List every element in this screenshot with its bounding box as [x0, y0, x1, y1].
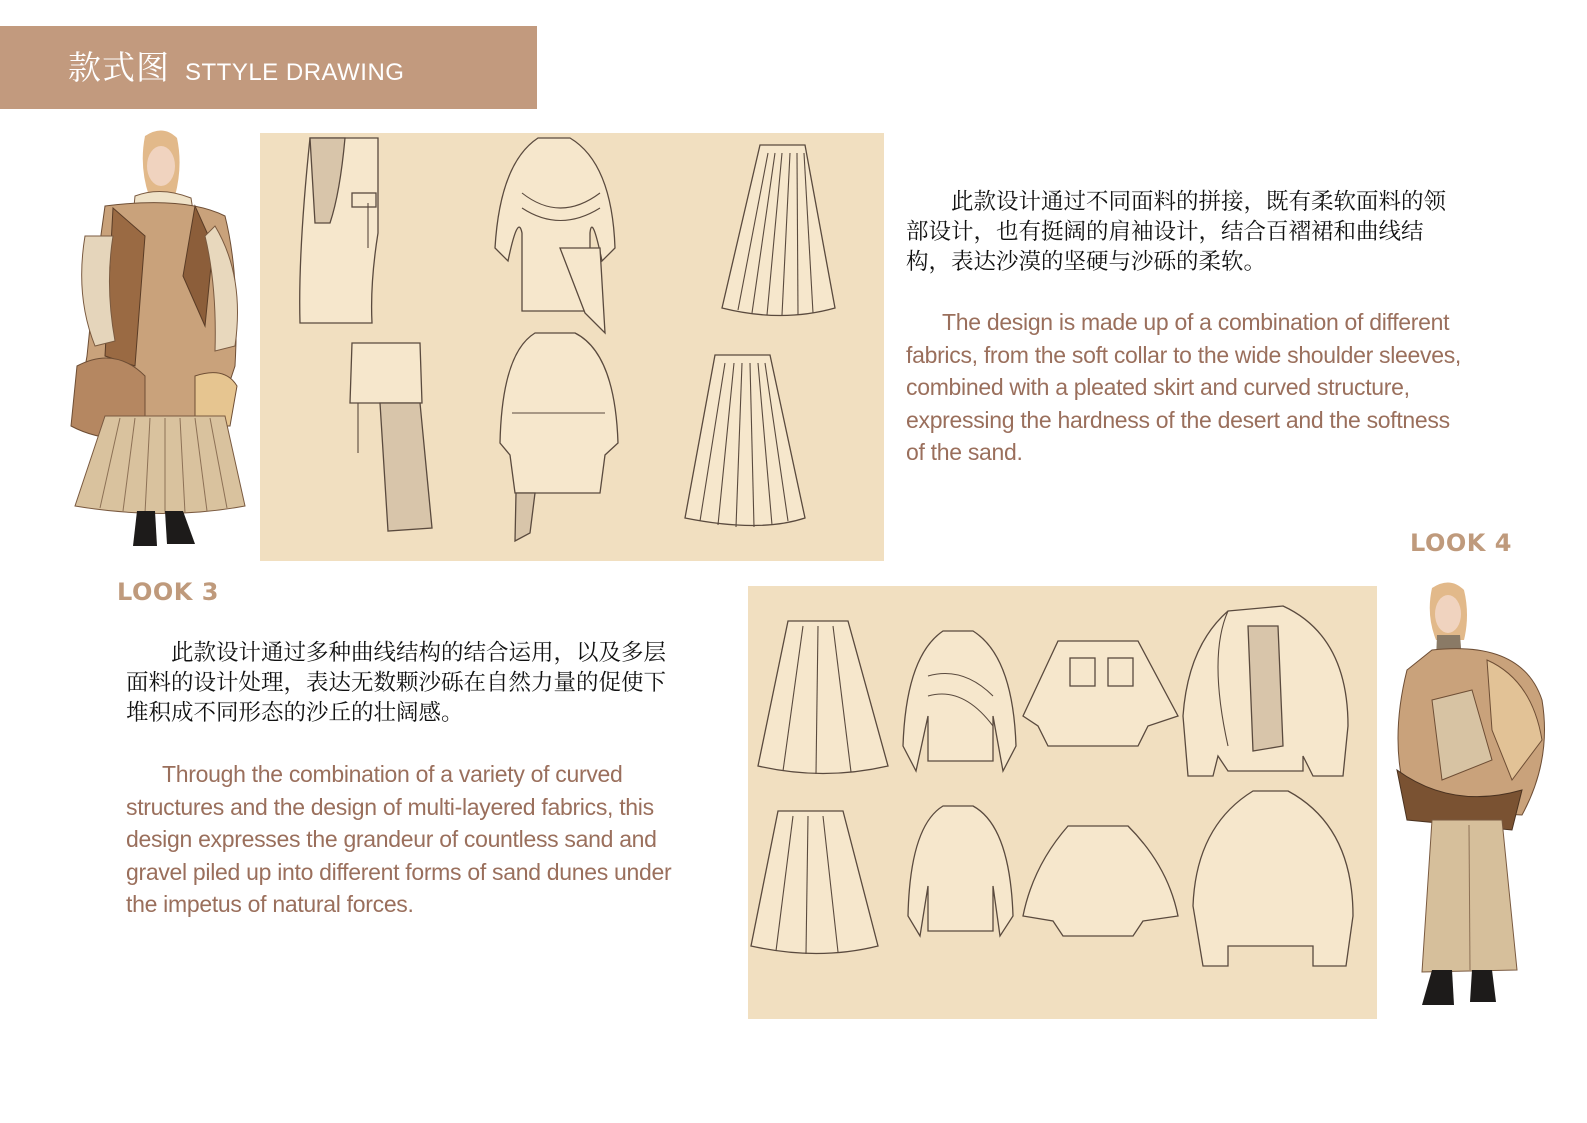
- header-title-english: STTYLE DRAWING: [185, 59, 405, 86]
- look3-description-english: The design is made up of a combination of different fabrics, from the soft collar to the wide shoulder sleeves, combined with a pleated skirt and curved structure, expressing the hardness of the desert and the softness of the sand.: [906, 309, 1462, 465]
- wrap-top-front-sketch: [903, 631, 1016, 771]
- pleated-skirt-back-sketch: [685, 355, 805, 527]
- look3-label: LOOK 3: [117, 578, 219, 606]
- look3-model-image: [65, 126, 265, 561]
- pleated-skirt-front-sketch: [722, 145, 835, 316]
- jacket-front-sketch: [1183, 606, 1348, 776]
- look4-model-image: [1392, 580, 1562, 1020]
- draped-shirt-sketch: [495, 138, 615, 333]
- pocket-skirt-front-sketch: [1023, 641, 1178, 746]
- look4-label: LOOK 4: [1410, 529, 1512, 557]
- vest-back-sketch: [350, 343, 432, 531]
- look3-description-chinese: 此款设计通过不同面料的拼接，既有柔软面料的领部设计，也有挺阔的肩袖设计，结合百褶裙和曲线结构，表达沙漠的坚硬与沙砾的柔软。: [906, 189, 1447, 275]
- look3-sketch-panel: [260, 133, 884, 561]
- jacket-back-sketch: [1193, 791, 1353, 966]
- flared-skirt-front-sketch: [758, 621, 888, 774]
- skirt-back-sketch: [1023, 826, 1178, 936]
- look4-description-english: Through the combination of a variety of curved structures and the design of multi-layered fabrics, this design expresses the grandeur of countless sand and gravel piled up into different forms of sand dunes under the impetus of natural forces.: [126, 761, 672, 917]
- flared-skirt-back-sketch: [751, 811, 878, 954]
- header-title-chinese: 款式图: [68, 48, 170, 87]
- vest-front-sketch: [300, 138, 378, 323]
- shirt-back-sketch: [500, 333, 618, 541]
- look4-description-chinese: 此款设计通过多种曲线结构的结合运用，以及多层面料的设计处理，表达无数颗沙砾在自然力量的促使下堆积成不同形态的沙丘的壮阔感。: [126, 640, 667, 726]
- header-banner: [0, 26, 537, 109]
- top-back-sketch: [908, 806, 1013, 936]
- look4-sketch-panel: [748, 586, 1377, 1019]
